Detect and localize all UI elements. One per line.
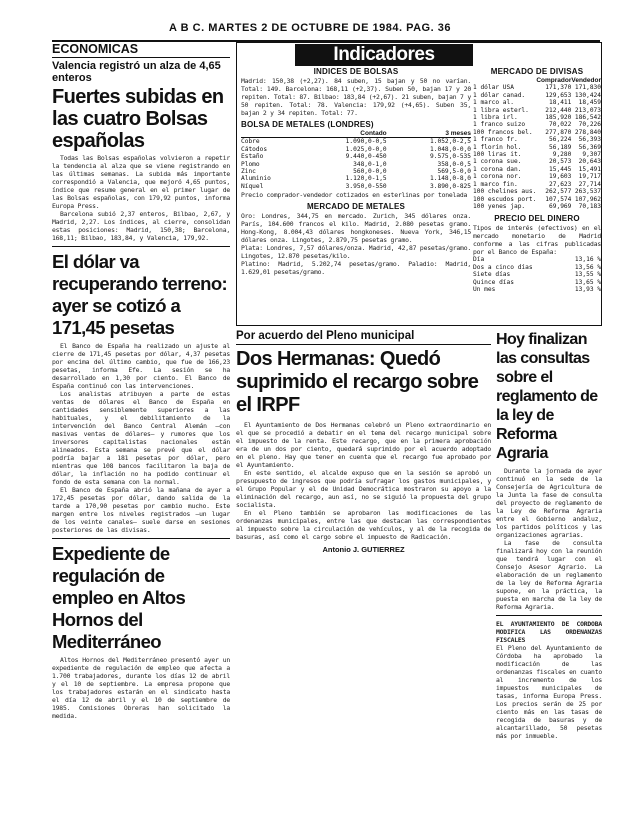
table-cell: 100 francos bel. (473, 128, 533, 136)
left-column (52, 58, 230, 803)
table-cell: 1.052,0-2,5 (430, 138, 471, 146)
table-cell: 70,183 (578, 202, 601, 210)
notice-title: EL AYUNTAMIENTO DE CORDOBA MODIFICA LAS ORDENANZAS FISCALES (496, 620, 602, 644)
divider (496, 615, 602, 616)
table-row (473, 114, 601, 121)
table-cell: 213,073 (574, 106, 601, 114)
paragraph: El Banco de España abrió la mañana de ayer a 172,45 pesetas por dólar, dando salida de la tarde a 170,90 pesetas por cambio mucho. Este margen entre los niveles registrados —un lugar de los veinte canales— suele darse en sesiones posteriores de las divisas. (52, 486, 230, 534)
paragraph: El Banco de España ha realizado un ajuste al cierre de 171,45 pesetas por dólar, 4,37 pesetas por encima del último cambio, que fue de 166,23 pesetas, informa Efe. La sesión se ha desarrollado en 1,30 por ciento. El Banco de España continuó con las intervenciones. (52, 342, 230, 390)
table-cell: 1 libra esterl. (473, 106, 529, 114)
table-cell: 15,445 (549, 165, 572, 173)
table-cell: 19,603 (549, 173, 572, 181)
divisas-title: MERCADO DE DIVISAS (490, 67, 584, 76)
table-cell: Quince días (473, 278, 514, 286)
table-cell: 13,56 % (574, 263, 601, 271)
table-cell: 1.025,0-0,0 (345, 145, 387, 153)
paragraph: Los analistas atribuyen a parte de estas ventas de dólares el Banco de España en cantidades sensiblemente superiores a las habituales, y el debilitamiento de la intervención del Banco Central Alemán —con masivas ventas de dólares— y rumores que los inversores capitalistas nacionales están alineados. Esta semana se prevé que el dólar podría bajar a 181 pesetas por dólar, pero mientras que 108 bancos facilitaron la baja de dólar, la inflación no ha podido continuar el fondo de esta semana con la normal. (52, 390, 230, 486)
table-cell: Un mes (473, 285, 496, 293)
table-cell: 18,459 (578, 99, 601, 107)
table-cell: 1 corona sue. (473, 158, 522, 166)
table-row (473, 121, 601, 128)
table-cell: 129,653 (545, 91, 572, 99)
article-5-body (496, 467, 602, 611)
table-cell: 186,542 (574, 114, 601, 122)
column-header (241, 130, 302, 138)
bolsas-title: INDICES DE BOLSAS (313, 67, 399, 76)
table-row (473, 144, 601, 151)
metales-londres-table (241, 130, 471, 190)
metales-londres-note: Precio comprador-vendedor cotizados en esterlinas por tonelada (241, 191, 468, 200)
article-3-body (52, 656, 230, 720)
table-cell: 13,16 % (574, 256, 601, 264)
table-cell: 56,189 (549, 143, 572, 151)
article-3-headline: Expediente de regulación de empleo en Altos Hornos del Mediterráneo (52, 543, 186, 652)
table-row (241, 168, 471, 175)
column-header: Vendedor (571, 77, 601, 84)
middle-column (236, 330, 491, 800)
indicadores-box (236, 42, 602, 326)
table-cell: 185,920 (545, 114, 572, 122)
table-cell: 107,962 (574, 195, 601, 203)
table-cell: Aluminio (241, 175, 271, 183)
table-cell: Dos a cinco días (473, 263, 533, 271)
table-row (473, 158, 601, 165)
table-cell: 1 florín hol. (473, 143, 522, 151)
section-label: ECONOMICAS (52, 42, 230, 58)
table-row (473, 99, 601, 106)
table-cell: 9.440,0-450 (345, 153, 387, 161)
table-cell: 348,0-1,0 (353, 160, 387, 168)
table-cell: 1 corona dan. (473, 165, 522, 173)
table-cell: 212,440 (545, 106, 572, 114)
table-cell: 70,226 (578, 121, 601, 129)
table-row (473, 107, 601, 114)
table-cell: Estaño (241, 153, 264, 161)
table-cell: 1 marco fin. (473, 180, 518, 188)
table-cell: 3.950,0-550 (345, 182, 387, 190)
divisas-table (473, 77, 601, 210)
right-column (496, 330, 602, 800)
paragraph: La fase de consulta finalizará hoy con la reunión que tendrá lugar con el Consejo Asesor Agrario. La elaboración de un reglamento de la ley de Reforma Agraria supone, en la práctica, la puesta en marcha de la ley de Reforma Agraria. (496, 539, 602, 611)
indicadores-right (473, 67, 601, 293)
table-cell: 107,574 (545, 195, 572, 203)
table-row (473, 264, 601, 271)
dinero-table (473, 256, 601, 293)
table-cell: 358,0-0,5 (437, 160, 471, 168)
divider (52, 538, 230, 539)
dinero-title: PRECIO DEL DINERO (494, 214, 580, 224)
article-1-headline: Fuertes subidas en las cuatro Bolsas españolas (52, 86, 224, 152)
paragraph: En este sentido, el alcalde expuso que en la sesión se aprobó un presupuesto de ingresos que podría sufragar los gastos municipales, y el Grupo Popular y el de Unidad Democrática mostraron su apoyo a la eliminación del recargo, aun así, no se siguió la propuesta del grupo socialista. (236, 469, 491, 509)
table-cell: 1 corona nor. (473, 173, 522, 181)
table-cell: 1 dólar canad. (473, 91, 526, 99)
table-cell: 19,717 (578, 173, 601, 181)
mercado-metales-body: Oro: Londres, 344,75 en mercado. Zurich, 345 dólares onza. París, 104.600 francos el kilo. Madrid, 2.080 pesetas gramo. Hong-Kong, 8.004,43 dólares hongkoneses. Nueva York, 346,15 dólares onza. Lingotes, 2.879,75 pesetas gramo. (241, 212, 471, 245)
metales-londres-title: BOLSA DE METALES (LONDRES) (241, 120, 374, 129)
table-cell: 171,370 (545, 84, 572, 92)
table-row (473, 286, 601, 293)
bolsas-body: Madrid: 150,38 (+2,27). 84 suben, 15 bajan y 50 no varían. Total: 149. Barcelona: 168,11 (+2,37). Suben 50, bajan 17 y 20 repiten. Total: 87. Bilbao: 183,84 (+2,67). 21 suben, bajan 7 y 50 repiten. Total: 78. Valencia: 179,92 (+4,65). Suben 35, bajan 2 y 34 repiten. Total: 77. (241, 77, 471, 117)
table-cell: 1.148,0-8,0 (430, 175, 471, 183)
mercado-metales-title: MERCADO DE METALES (306, 202, 406, 212)
column-header: Contado (302, 130, 386, 138)
table-cell: 560,0-0,0 (353, 168, 387, 176)
article-5-headline: Hoy finalizan las consultas sobre el reglamento de la ley de Reforma Agraria (496, 331, 598, 462)
table-cell: 13,93 % (574, 285, 601, 293)
table-cell: 13,55 % (574, 271, 601, 279)
table-row (473, 271, 601, 278)
mercado-metales-plata: Plata: Londres, 7,57 dólares/onza. Madrid, 42,87 pesetas/gramo. Lingotes, 12.870 pesetas/kilo. (241, 244, 471, 261)
paragraph: El Ayuntamiento de Dos Hermanas celebró un Pleno extraordinario en el que se procedió a debatir en el tema del recargo municipal sobre el impuesto de la renta. Este recargo, que en la primera aprobación era de un dos por ciento, quedará suprimido por el acuerdo adoptado en el pleno. Hay que tener en cuenta que el recargo fue aprobado por el Ayuntamiento. (236, 421, 491, 469)
table-cell: 100 liras it. (473, 151, 522, 159)
table-cell: 9,280 (552, 151, 572, 159)
table-cell: Plomo (241, 160, 260, 168)
table-header-row (241, 130, 471, 138)
table-cell: Día (473, 256, 485, 264)
table-row (473, 84, 601, 91)
table-cell: 1.090,0-0,5 (345, 138, 387, 146)
table-cell: 1 libra irl. (473, 114, 518, 122)
table-cell: 1 dólar USA (473, 84, 514, 92)
table-cell: 263,537 (574, 188, 601, 196)
masthead: A B C. MARTES 2 DE OCTUBRE DE 1984. PAG. 36 (169, 22, 451, 34)
table-row (473, 92, 601, 99)
paragraph: En el Pleno también se aprobaron las modificaciones de las ordenanzas municipales, entre las que destacan las correspondientes al impuesto sobre la circulación de vehículos, y al de la recogida de basuras, así como el cargo sobre el impuesto de Radicación. (236, 509, 491, 541)
article-4-headline: Dos Hermanas: Quedó suprimido el recargo sobre el IRPF (236, 348, 479, 416)
table-cell: 27,623 (549, 180, 572, 188)
table-cell: 262,577 (545, 188, 572, 196)
table-row (241, 183, 471, 190)
table-cell: 13,65 % (574, 278, 601, 286)
table-cell: 277,870 (545, 128, 572, 136)
article-1-body (52, 154, 230, 242)
article-4-kicker: Por acuerdo del Pleno municipal (236, 330, 491, 345)
dinero-intro: Tipos de interés (efectivos) en el mercado monetario de Madrid conforme a las cifras publicadas por el Banco de España: (473, 224, 601, 257)
paragraph: Altos Hornos del Mediterráneo presentó ayer un expediente de regulación de empleo que afecta a 1.700 trabajadores, durante los días 12 de abril y el 10 de septiembre. La empresa propone que los trabajadores estarán en el sindicato hasta el día 12 de abril y el 10 de septiembre de 1985. Comisiones Obreras han solicitado la medida. (52, 656, 230, 720)
column-header: Comprador (536, 77, 572, 84)
table-cell: 1.048,0-0,0 (430, 145, 471, 153)
table-cell: Siete días (473, 271, 511, 279)
table-cell: Níquel (241, 182, 264, 190)
table-cell: 15,491 (578, 165, 601, 173)
table-cell: 1 franco fr. (473, 136, 518, 144)
table-cell: 1.120,0-1,5 (345, 175, 387, 183)
table-row (473, 196, 601, 203)
table-row (241, 138, 471, 146)
table-cell: 100 escudos port. (473, 195, 537, 203)
table-cell: Cátodos (241, 145, 268, 153)
table-cell: 69,969 (549, 202, 572, 210)
table-row (241, 153, 471, 160)
table-cell: 56,369 (578, 143, 601, 151)
table-cell: 569,5-0,0 (437, 168, 471, 176)
table-cell: 130,424 (574, 91, 601, 99)
indicadores-left (241, 67, 471, 276)
table-cell: 1 marco al. (473, 99, 514, 107)
article-2-headline: El dólar va recuperando terreno: ayer se cotizó a 171,45 pesetas (52, 251, 228, 338)
table-row (473, 256, 601, 263)
table-row (473, 166, 601, 173)
table-cell: 100 yenes jap. (473, 202, 526, 210)
mercado-metales-platino: Platino: Madrid, 5.202,74 pesetas/gramo. Paladio: Madrid, 1.629,01 pesetas/gramo. (241, 260, 471, 277)
article-4-body (236, 421, 491, 541)
divider (52, 246, 230, 247)
table-cell: Zinc (241, 168, 256, 176)
table-cell: 9,307 (582, 151, 601, 159)
notice-body: El Pleno del Ayuntamiento de Córdoba ha aprobado la modificación de las ordenanzas fiscales en cuanto al incremento de los impuestos municipales de tasas, informa Europa Press. Los precios serán de 25 por ciento más en las tasas de recogida de basuras y de alcantarillado, 50 pesetas más por inmueble. (496, 644, 602, 740)
table-cell: 171,830 (574, 84, 601, 92)
table-cell: Cobre (241, 138, 260, 146)
table-cell: 20,643 (578, 158, 601, 166)
table-cell: 56,224 (549, 136, 572, 144)
article-2-body (52, 342, 230, 534)
table-cell: 3.890,0-825 (430, 182, 471, 190)
table-cell: 70,022 (549, 121, 572, 129)
table-cell: 100 chelines aus. (473, 188, 537, 196)
paragraph: Todas las Bolsas españolas volvieron a repetir la tendencia al alza que se viene registrando en las últimas semanas. La subida más importante correspondió a Valencia, que mejoró 4,65 puntos, índice que resume general en el primer lugar de las Bolsas españolas, con 179,92 puntos, informa Europa Press. (52, 154, 230, 210)
column-header: 3 meses (387, 130, 471, 138)
table-row (473, 136, 601, 143)
byline: Antonio J. GUTIERREZ (322, 545, 405, 554)
table-cell: 56,393 (578, 136, 601, 144)
indicadores-title: Indicadores (295, 44, 473, 66)
table-row (473, 279, 601, 286)
table-cell: 9.575,0-535 (430, 153, 471, 161)
table-row (473, 151, 601, 158)
table-cell: 27,714 (578, 180, 601, 188)
table-cell: 18,411 (549, 99, 572, 107)
table-row (241, 175, 471, 182)
table-row (473, 203, 601, 210)
table-row (241, 146, 471, 153)
table-row (473, 188, 601, 195)
table-row (473, 129, 601, 136)
table-row (241, 161, 471, 168)
table-row (473, 181, 601, 188)
table-cell: 278,840 (574, 128, 601, 136)
table-cell: 1 franco suizo (473, 121, 526, 129)
paragraph: Barcelona subió 2,37 enteros, Bilbao, 2,67, y Madrid, 2,27. Los índices, al cierre, consolidan estas posiciones: Madrid, 150,38; Barcelona, 168,11; Bilbao, 183,84, y Valencia, 179,92. (52, 210, 230, 242)
paragraph: Durante la jornada de ayer continuó en la sede de la Consejería de Agricultura de la Junta la fase de consulta del proyecto de reglamento de la Ley de Reforma Agraria entre el Gobierno andaluz, los partidos políticos y las organizaciones agrarias. (496, 467, 602, 539)
table-row (473, 173, 601, 180)
article-1-kicker: Valencia registró un alza de 4,65 enteros (52, 60, 221, 84)
table-cell: 20,573 (549, 158, 572, 166)
